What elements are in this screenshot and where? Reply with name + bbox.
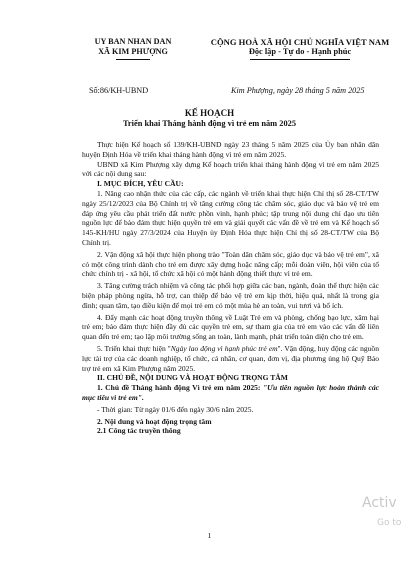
paragraph <box>82 344 379 373</box>
section-heading: I. MỤC ĐÍCH, YÊU CẦU: <box>97 179 184 189</box>
national-header <box>192 37 408 60</box>
page-number: 1 <box>207 531 212 540</box>
paragraph: 1. Nâng cao nhận thức của các cấp, các ngành về triển khai thực hiện Chỉ thị số 28-CT/TW ngày 25/12/2023 của Bộ Chính trị về tăng cường công tác chăm sóc, giáo dục và bảo vệ trẻ em đáp ứng yêu cầu phát triển đất nước phồn vinh, hạnh phúc; tập trung nội dung chỉ đạo ưu tiên nguồn lực để bảo đảm thực hiện quyền trẻ em và giải quyết các vấn đề về trẻ em và Kế hoạch số 145-KH/HU ngày 27/3/2024 của Huyện ủy Định Hóa thực hiện Chỉ thị số 28-CT/TW của Bộ Chính trị. <box>82 188 379 247</box>
nation-line: CỘNG HOÀ XÃ HỘI CHỦ NGHĨA VIỆT NAM <box>210 37 390 47</box>
motto-line: Độc lập - Tự do - Hạnh phúc <box>248 47 352 56</box>
authority-line-2: XÃ KIM PHƯỢNG <box>98 47 168 56</box>
text-span: ". Vận động, huy động các nguồn lực tài trợ của các doanh nghiệp, tổ chức, cá nhân, cơ quan, đơn vị, địa phương ủng hộ Quỹ Bảo trợ trẻ em xã Kim Phượng năm 2025. <box>82 343 379 373</box>
italic-span: "Ưu tiên nguồn lực hoàn thành các mục tiêu vì trẻ em". <box>82 383 380 402</box>
authority-underline <box>116 59 150 60</box>
paragraph: 3. Tăng cường trách nhiệm và công tác phối hợp giữa các ban, ngành, đoàn thể thực hiện các biện pháp phòng ngừa, hỗ trợ, can thiệp để bảo vệ trẻ em kịp thời, hiệu quả, nhất là trong gia đình; quan tâm, tạo điều kiện để mọi trẻ em có một mùa hè an toàn, vui tươi và bổ ích. <box>82 281 379 310</box>
text-span: 1. Chủ đề Tháng hành động Vì trẻ em năm 2025: <box>97 383 263 393</box>
document-number: Số:86/KH-UBND <box>89 86 149 95</box>
paragraph: UBND xã Kim Phượng xây dựng Kế hoạch triển khai tháng hành động vì trẻ em năm 2025 với các nội dung sau: <box>82 159 379 179</box>
subsection-heading: 2. Nội dung và hoạt động trọng tâm <box>97 416 212 426</box>
authority-line-1: UY BAN NHAN DAN <box>94 37 172 46</box>
paragraph: - Thời gian: Từ ngày 01/6 đến ngày 30/6 năm 2025. <box>97 404 254 414</box>
document-title: KẾ HOẠCH <box>184 108 235 118</box>
document-date: Kim Phượng, ngày 28 tháng 5 năm 2025 <box>231 86 365 95</box>
text-span: 5. Triển khai thực hiện " <box>97 343 171 353</box>
motto-underline <box>250 59 350 60</box>
subsection-heading: 2.1 Công tác truyền thông <box>97 426 181 436</box>
subsection-heading <box>82 383 379 403</box>
issuing-authority <box>70 37 196 60</box>
document-body <box>82 140 379 436</box>
paragraph: 2. Vận động xã hội thực hiện phong trào "Toàn dân chăm sóc, giáo dục và bảo vệ trẻ em", xã có một công trình dành cho trẻ em được xây dựng hoặc nâng cấp; mỗi đoàn viên, hội viên của tổ chức chính trị - xã hội, tổ chức xã hội có một hành động thiết thực vì trẻ em. <box>82 249 379 279</box>
section-heading: II. CHỦ ĐỀ, NỘI DUNG VÀ HOẠT ĐỘNG TRỌNG TÂM <box>97 373 288 383</box>
document-subtitle: Triển khai Tháng hành động vì trẻ em năm 2025 <box>122 119 297 128</box>
activation-watermark-line-2: Go to <box>377 518 402 528</box>
paragraph: 4. Đẩy mạnh các hoạt động truyền thông về Luật Trẻ em và phòng, chống bạo lực, xâm hại trẻ em; bảo đảm thực hiện đầy đủ các quyền trẻ em, sự tham gia của trẻ em vào các vấn đề liên quan đến trẻ em; tạo lập môi trường sống an toàn, lành mạnh, phát triển toàn diện cho trẻ em. <box>82 312 379 342</box>
italic-span: Ngày lao động vì hạnh phúc trẻ em <box>170 343 278 353</box>
paragraph: Thực hiện Kế hoạch số 139/KH-UBND ngày 23 tháng 5 năm 2025 của Ủy ban nhân dân huyện Định Hóa về triển khai tháng hành động vì trẻ em năm 2025. <box>82 140 379 159</box>
activation-watermark-line-1: Activ <box>362 495 397 511</box>
